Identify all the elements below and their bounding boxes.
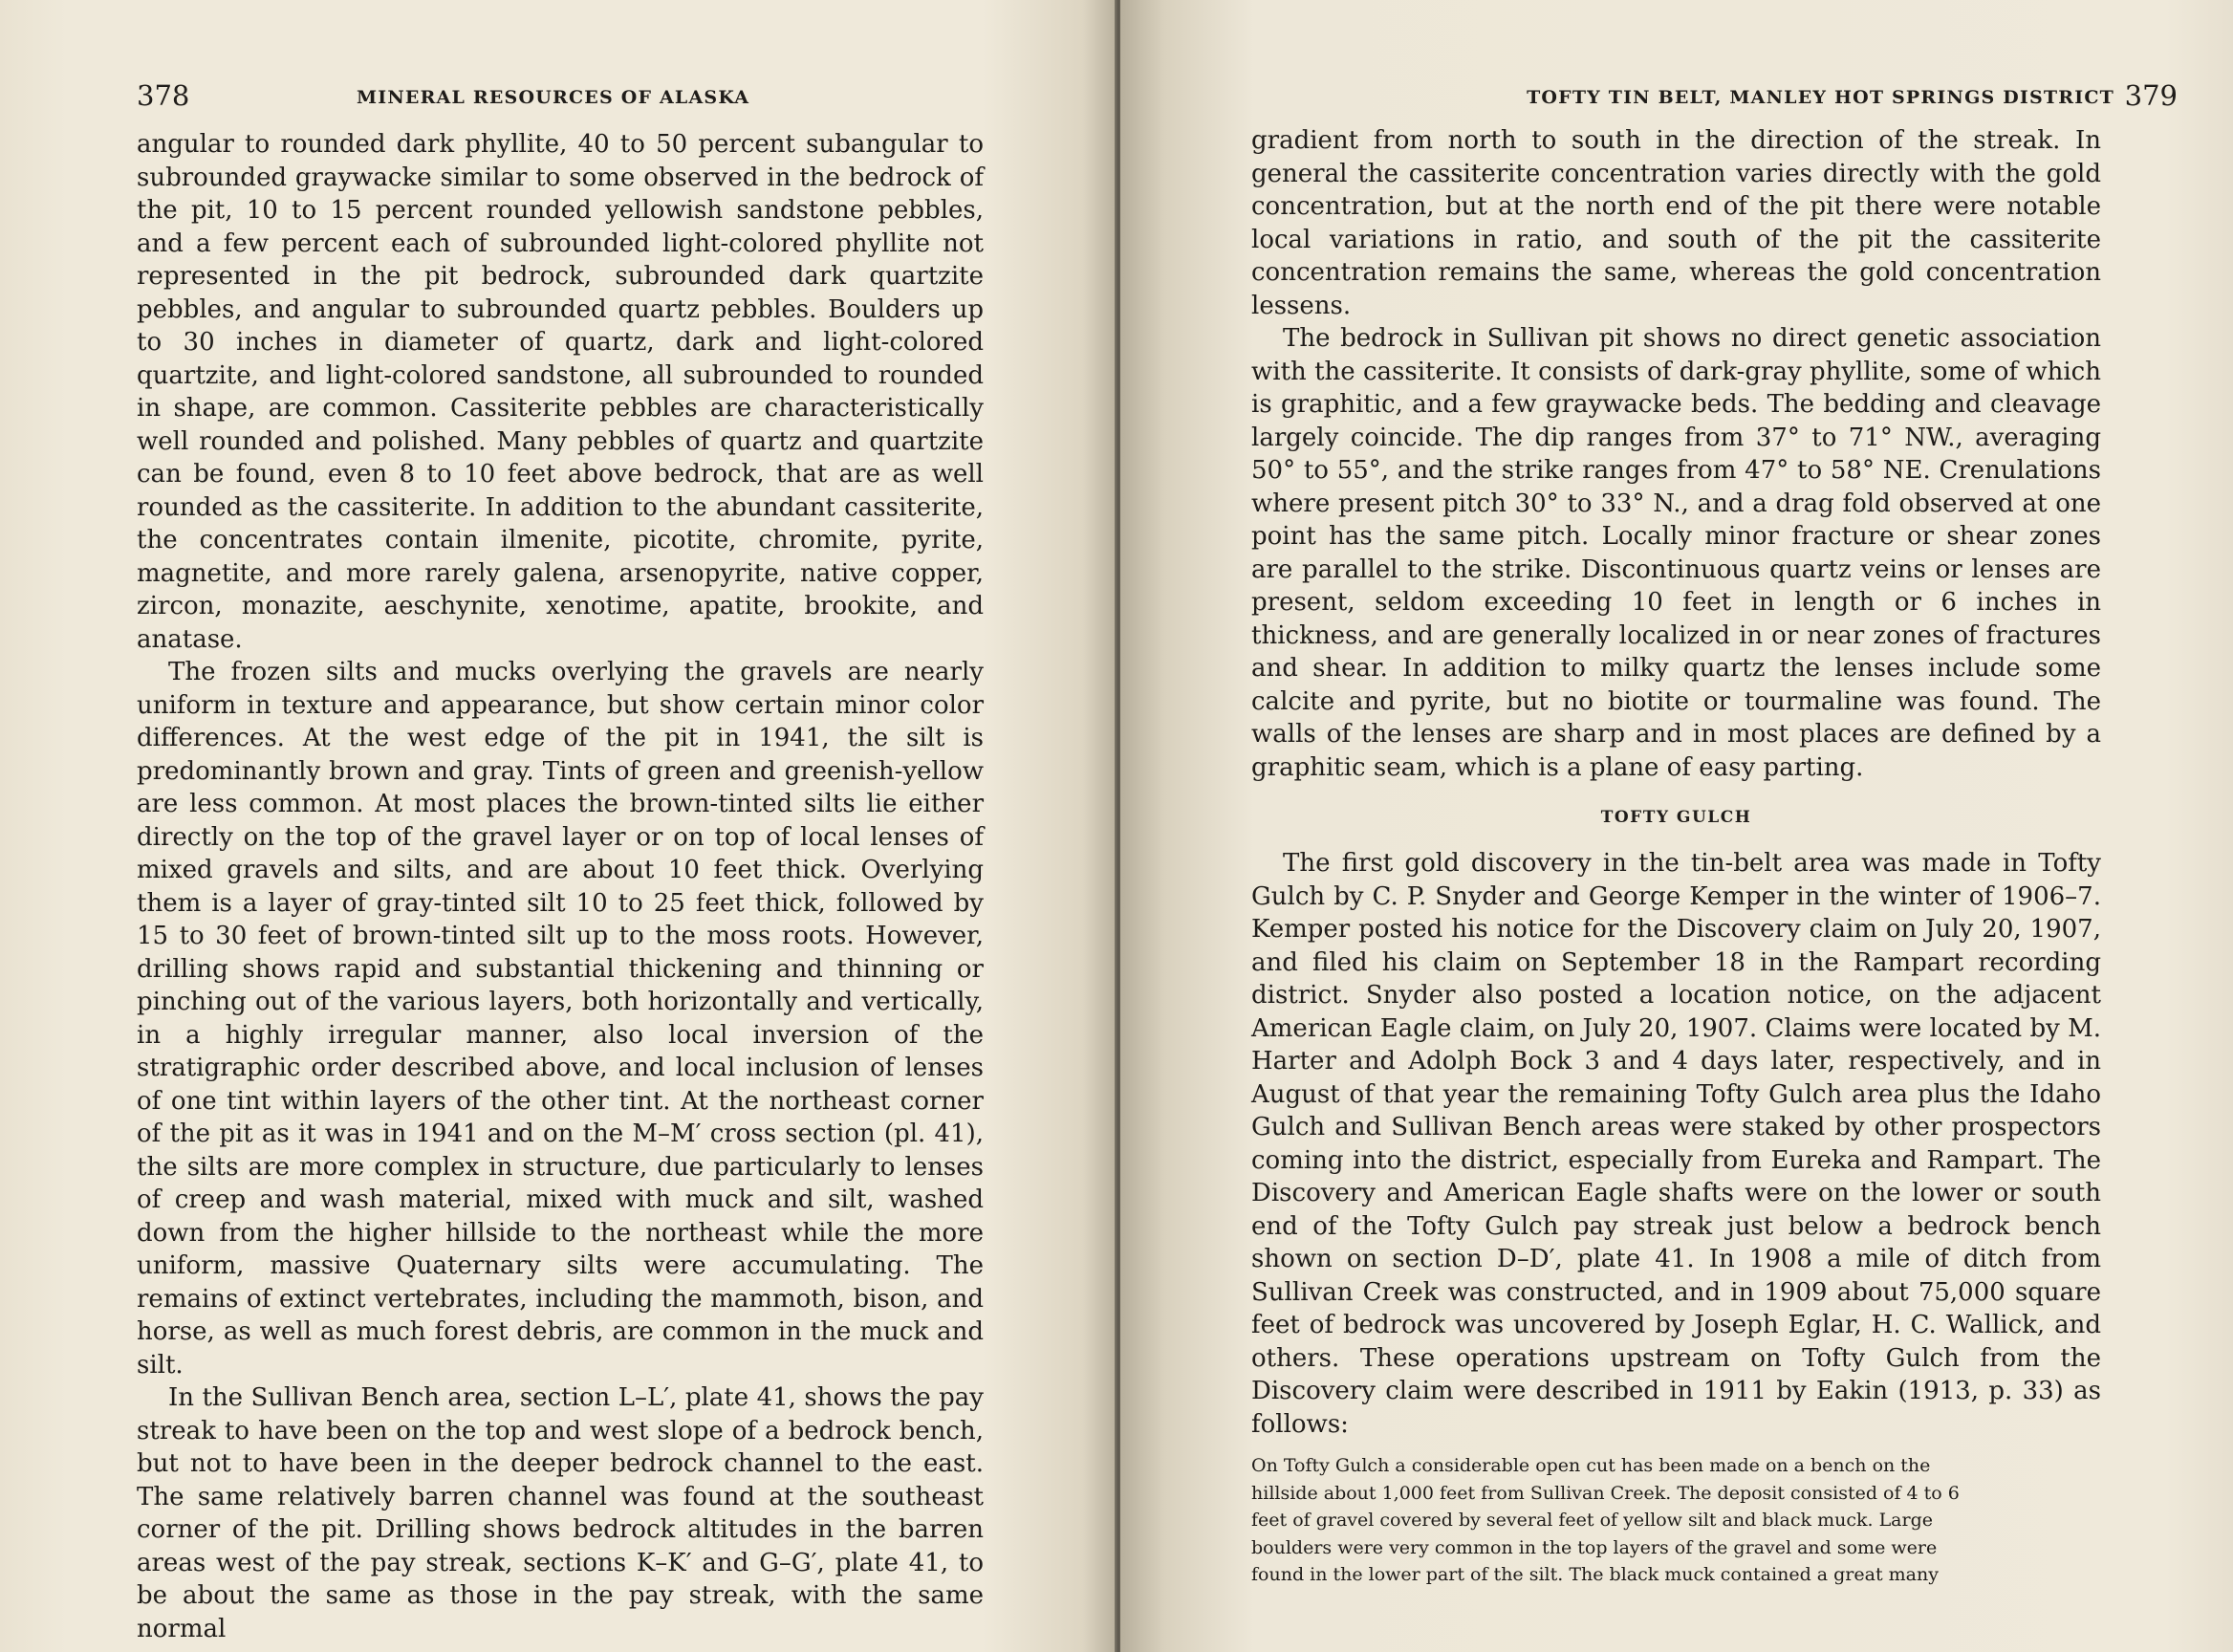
section-heading-tofty-gulch: TOFTY GULCH xyxy=(1600,808,1752,827)
left-running-title: MINERAL RESOURCES OF ALASKA xyxy=(357,87,750,108)
left-running-head xyxy=(137,78,992,117)
left-paragraph-3: In the Sullivan Bench area, section L–L′, plate 41, shows the pay streak to have been on the top and west slope of a bedrock bench, but not to have been in the deeper bedrock channel to the east. The same relatively barren channel was found at the southeast corner of the pit. Drilling shows bedrock altitudes in the barren areas west of the pay streak, sections K–K′ and G–G′, plate 41, to be about the same as those in the pay streak, with the same normal xyxy=(137,1383,984,1643)
quote-line: found in the lower part of the silt. The black muck contained a great many xyxy=(1251,1564,1939,1585)
quote-line: boulders were very common in the top layers of the gravel and some were xyxy=(1251,1536,1938,1558)
right-running-head xyxy=(1359,78,2178,117)
quote-line: feet of gravel covered by several feet of yellow silt and black muck. Large xyxy=(1251,1510,1934,1531)
left-paragraph-2: The frozen silts and mucks overlying the gravels are nearly uniform in texture and appearance, but show certain minor color differences. At the west edge of the pit in 1941, the silt is predominantly brown and gray. Tints of green and greenish-yellow are less common. At most places the brown-tinted silts lie either directly on the top of the gravel layer or on top of local lenses of mixed gravels and silts, and are about 10 feet thick. Overlying them is a layer of gray-tinted silt 10 to 25 feet thick, followed by 15 to 30 feet of brown-tinted silt up to the moss roots. However, drilling shows rapid and substantial thickening and thinning or pinching out of the various layers, both horizontally and vertically, in a highly irregular manner, also local inversion of the stratigraphic order described above, and local inclusion of lenses of one tint within layers of the other tint. At the northeast corner of the pit as it was in 1941 and on the M–M′ cross section (pl. 41), the silts are more complex in structure, due particularly to lenses of creep and wash material, mixed with muck and silt, washed down from the higher hillside to the northeast while the more uniform, massive Quaternary silts were accumulating. The remains of extinct vertebrates, including the mammoth, bison, and horse, as well as much forest debris, are common in the muck and silt. xyxy=(137,658,984,1380)
right-text-column xyxy=(1251,124,2101,1589)
left-page-number: 378 xyxy=(137,79,190,112)
right-page xyxy=(1120,0,2233,1652)
left-page xyxy=(0,0,1116,1652)
left-text-column xyxy=(137,128,984,1645)
right-running-title: TOFTY TIN BELT, MANLEY HOT SPRINGS DISTRICT xyxy=(1527,87,2114,108)
right-page-number: 379 xyxy=(2124,79,2178,112)
left-paragraph-1: angular to rounded dark phyllite, 40 to 50 percent subangular to subrounded graywacke similar to some observed in the bedrock of the pit, 10 to 15 percent rounded yellowish sandstone pebbles, and a few percent each of subrounded light-colored phyllite not represented in the pit bedrock, subrounded dark quartzite pebbles, and angular to subrounded quartz pebbles. Boulders up to 30 inches in diameter of quartz, dark and light-colored quartzite, and light-colored sandstone, all subrounded to rounded in shape, are common. Cassiterite pebbles are characteristically well rounded and polished. Many pebbles of quartz and quartzite can be found, even 8 to 10 feet above bedrock, that are as well rounded as the cassiterite. In addition to the abundant cassiterite, the concentrates contain ilmenite, picotite, chromite, pyrite, magnetite, and more rarely galena, arsenopyrite, native copper, zircon, monazite, aeschynite, xenotime, apatite, brookite, and anatase. xyxy=(137,130,984,654)
right-paragraph-1: gradient from north to south in the direction of the streak. In general the cassiterite concentration varies directly with the gold concentration, but at the north end of the pit there were notable local variations in ratio, and south of the pit the cassiterite concentration remains the same, whereas the gold concentration lessens. xyxy=(1251,126,2101,320)
right-paragraph-3: The first gold discovery in the tin-belt area was made in Tofty Gulch by C. P. Snyder and George Kemper in the winter of 1906–7. Kemper posted his notice for the Discovery claim on July 20, 1907, and filed his claim on September 18 in the Rampart recording district. Snyder also posted a location notice, on the adjacent American Eagle claim, on July 20, 1907. Claims were located by M. Harter and Adolph Bock 3 and 4 days later, respectively, and in August of that year the remaining Tofty Gulch area plus the Idaho Gulch and Sullivan Bench areas were staked by other prospectors coming into the district, especially from Eureka and Rampart. The Discovery and American Eagle shafts were on the lower or south end of the Tofty Gulch pay streak just below a bedrock bench shown on section D–D′, plate 41. In 1908 a mile of ditch from Sullivan Creek was constructed, and in 1909 about 75,000 square feet of bedrock was uncovered by Joseph Eglar, H. C. Wallick, and others. These operations upstream on Tofty Gulch from the Discovery claim were described in 1911 by Eakin (1913, p. 33) as follows: xyxy=(1251,849,2101,1439)
quote-line: hillside about 1,000 feet from Sullivan Creek. The deposit consisted of 4 to 6 xyxy=(1251,1482,1960,1504)
block-quote xyxy=(1251,1452,2101,1589)
quote-line: On Tofty Gulch a considerable open cut has been made on a bench on the xyxy=(1251,1455,1931,1476)
right-paragraph-2: The bedrock in Sullivan pit shows no direct genetic association with the cassiterite. It consists of dark-gray phyllite, some of which is graphitic, and a few graywacke beds. The bedding and cleavage largely coincide. The dip ranges from 37° to 71° NW., averaging 50° to 55°, and the strike ranges from 47° to 58° NE. Crenulations where present pitch 30° to 33° N., and a drag fold observed at one point has the same pitch. Locally minor fracture or shear zones are parallel to the strike. Discontinuous quartz veins or lenses are present, seldom exceeding 10 feet in length or 6 inches in thickness, and are generally localized in or near zones of fractures and shear. In addition to milky quartz the lenses include some calcite and pyrite, but no biotite or tourmaline was found. The walls of the lenses are sharp and in most places are defined by a graphitic seam, which is a plane of easy parting. xyxy=(1251,324,2101,782)
